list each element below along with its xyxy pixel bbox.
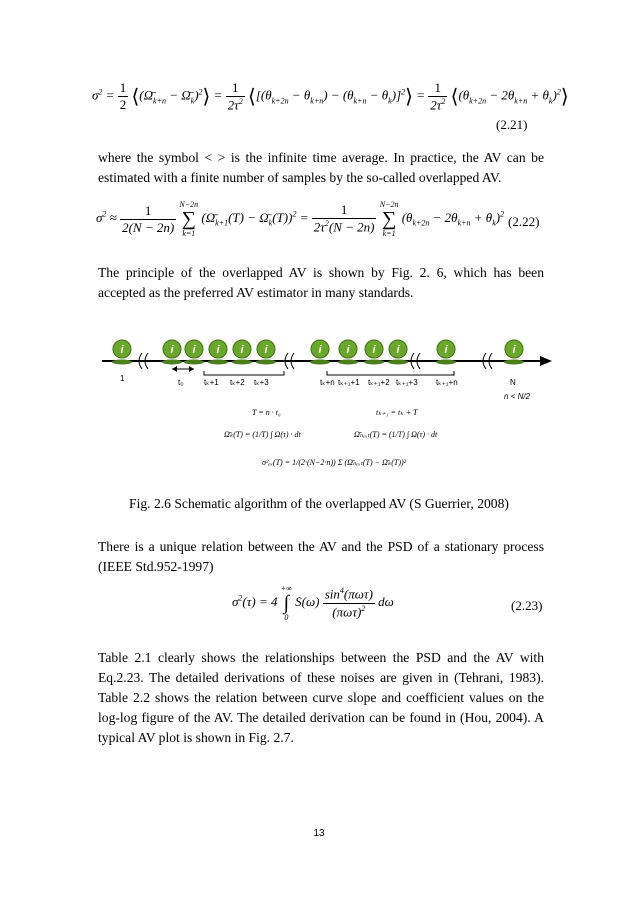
formula-omega-k: Ω̄ₖ(T) = (1/T) ∫ Ω(τ) · dt [224,430,301,439]
figure-2-6 [90,330,562,490]
formula-sigma-av: σ²ₐᵥ(T) = 1/(2·(N−2·n)) Σ (Ω̄ₙₑₓₜ(T) − Ω̄ₖ(T))² [262,458,407,467]
equation-2-21: $\sigma^2$ = $\frac{1}{2}$ $⟨(\Omegā_{k+n}$ − $\Omegā_k)^2⟩$ = $\frac{1}{2\tau^2}$ $⟨[(\theta_{k+2n} - \theta_{k+n}) - (\theta_{k+n}$ − $\theta_k)]^2⟩$ = $\frac{1}{2\tau^2}$ $⟨(\theta_{k+2n} - 2\theta_{k+n}$ + $\theta_k)^2⟩$ [92,80,569,113]
tick-label: tₖ+3 [254,378,269,387]
condition-label: n < N/2 [504,392,531,401]
tick-label: N [510,378,516,387]
equation-number-2-22: (2.22) [508,214,540,229]
overlapped-av-diagram: i 1 t₀ tₖ+1 tₖ+2 tₖ+3 tₖ+n tₖ₊₁+1 tₖ₊₁+2 tₖ₊₁+3 tₖ₊₁+n N n < N/2 T = n · t₀ tₖ₊₁ = tₖ + T Ω̄ₖ(T) = (1/T) ∫ Ω(τ) · dt Ω̄ₙₑₓₜ(T) = (1/T) ∫ Ω(τ) · dt σ²ₐᵥ(T) = 1/(2·(N−2·n)) Σ (Ω̄ₙₑₓₜ(T) − Ω̄ₖ(T))² [92,335,562,485]
tick-label: tₖ+n [320,378,335,387]
tick-label: tₖ₊₁+1 [338,378,360,387]
page-number: 13 [313,828,325,839]
formula-omega-next: Ω̄ₙₑₓₜ(T) = (1/T) ∫ Ω(τ) · dt [354,430,438,439]
tick-label: t₀ [178,378,184,387]
equation-number-2-21: (2.21) [496,117,528,132]
tick-label: tₖ₊₁+3 [396,378,418,387]
tick-label: tₖ+1 [204,378,219,387]
formula-T: T = n · t₀ [252,408,281,417]
paragraph-4: Table 2.1 clearly shows the relationships between the PSD and the AV with Eq.2.23. The detailed derivations of these noises are given in (Tehrani, 1983). Table 2.2 shows the relation between curve slope and coefficient values on the log-log figure of the AV. The detailed derivation can be found in (Hou, 2004). A typical AV plot is shown in Fig. 2.7. [98,650,544,745]
equation-2-22: $\sigma^2$ ≈ $\frac{1}{2(N - 2n)}$ N−2n ∑ k=1 ($\Omegā_{k+1}(T)$ − $\Omegā_k(T))^2$ = $\frac{1}{2\tau^2(N - 2n)}$ N−2n ∑ k=1 $(\theta_{k+2n} - 2\theta_{k+n} + \theta_k)^2$ [96,200,505,238]
tick-label: tₖ₊₁+2 [368,378,390,387]
paragraph-3: There is a unique relation between the AV and the PSD of a stationary process (IEEE Std.952-1997) [98,539,544,574]
paragraph-1: where the symbol < > is the infinite time average. In practice, the AV can be estimated with a finite number of samples by the so-called overlapped AV. [98,150,544,185]
paragraph-2: The principle of the overlapped AV is shown by Fig. 2. 6, which has been accepted as the preferred AV estimator in many standards. [98,265,544,300]
tick-label: tₖ₊₁+n [436,378,458,387]
tick-label: tₖ+2 [230,378,245,387]
figure-caption: Fig. 2.6 Schematic algorithm of the overlapped AV (S Guerrier, 2008) [129,496,509,511]
formula-tk1: tₖ₊₁ = tₖ + T [376,408,418,417]
tick-label: 1 [120,374,125,383]
equation-2-23: $\sigma^2(\tau) = 4$ +∞ ∫ 0 S(ω) $\frac{\sin^4(\pi\omega\tau)}{(\pi\omega\tau)^2}$ dω [232,584,394,622]
equation-number-2-23: (2.23) [511,598,543,613]
